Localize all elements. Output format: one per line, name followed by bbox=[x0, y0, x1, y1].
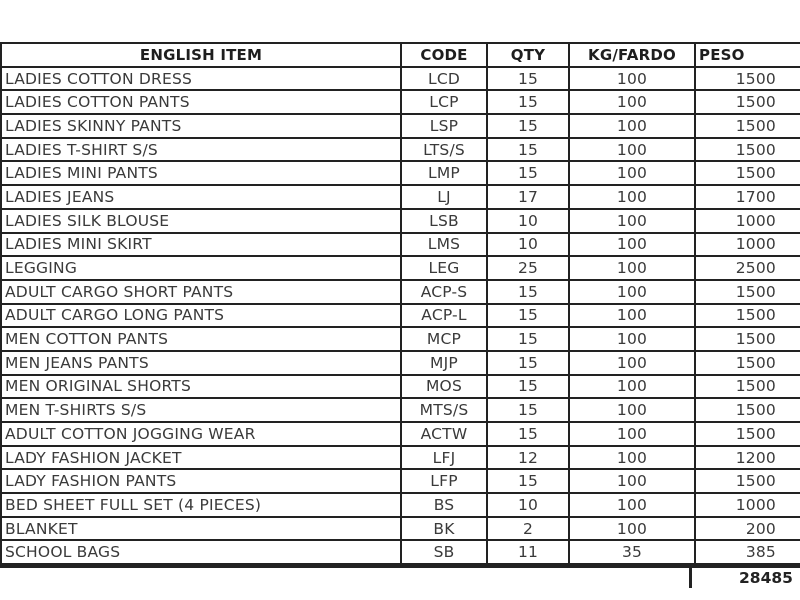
item-code: SB bbox=[401, 540, 487, 564]
item-code: BK bbox=[401, 517, 487, 541]
header-kg-fardo: KG/FARDO bbox=[569, 43, 695, 67]
item-code: ACP-S bbox=[401, 280, 487, 304]
item-qty: 15 bbox=[487, 138, 569, 162]
item-kg-fardo: 100 bbox=[569, 233, 695, 257]
total-cell bbox=[689, 568, 800, 588]
item-qty: 15 bbox=[487, 161, 569, 185]
item-peso: 1500 bbox=[695, 161, 800, 185]
table-row bbox=[1, 398, 800, 422]
header-english-item: ENGLISH ITEM bbox=[1, 43, 401, 67]
item-peso: 1500 bbox=[695, 67, 800, 91]
item-kg-fardo: 100 bbox=[569, 67, 695, 91]
header-row bbox=[1, 43, 800, 67]
item-kg-fardo: 100 bbox=[569, 185, 695, 209]
item-kg-fardo: 100 bbox=[569, 161, 695, 185]
item-name: LADY FASHION JACKET bbox=[1, 446, 401, 470]
item-kg-fardo: 100 bbox=[569, 256, 695, 280]
item-peso: 1500 bbox=[695, 351, 800, 375]
table-row bbox=[1, 185, 800, 209]
header-peso: PESO bbox=[695, 43, 800, 67]
item-kg-fardo: 100 bbox=[569, 375, 695, 399]
item-qty: 15 bbox=[487, 67, 569, 91]
item-name: MEN ORIGINAL SHORTS bbox=[1, 375, 401, 399]
item-peso: 1200 bbox=[695, 446, 800, 470]
table-row bbox=[1, 67, 800, 91]
item-name: BED SHEET FULL SET (4 PIECES) bbox=[1, 493, 401, 517]
total-divider bbox=[689, 568, 692, 588]
item-qty: 15 bbox=[487, 327, 569, 351]
table-row bbox=[1, 256, 800, 280]
header-code: CODE bbox=[401, 43, 487, 67]
item-kg-fardo: 100 bbox=[569, 114, 695, 138]
item-name: LADIES JEANS bbox=[1, 185, 401, 209]
item-peso: 1000 bbox=[695, 493, 800, 517]
item-name: MEN T-SHIRTS S/S bbox=[1, 398, 401, 422]
table-row bbox=[1, 209, 800, 233]
item-kg-fardo: 100 bbox=[569, 446, 695, 470]
item-code: LSB bbox=[401, 209, 487, 233]
item-qty: 15 bbox=[487, 114, 569, 138]
item-qty: 10 bbox=[487, 493, 569, 517]
item-name: LADIES T-SHIRT S/S bbox=[1, 138, 401, 162]
item-peso: 1500 bbox=[695, 280, 800, 304]
item-qty: 15 bbox=[487, 90, 569, 114]
item-peso: 1500 bbox=[695, 327, 800, 351]
item-name: MEN JEANS PANTS bbox=[1, 351, 401, 375]
item-code: LFP bbox=[401, 469, 487, 493]
item-kg-fardo: 100 bbox=[569, 209, 695, 233]
item-code: MCP bbox=[401, 327, 487, 351]
item-qty: 15 bbox=[487, 280, 569, 304]
item-code: LFJ bbox=[401, 446, 487, 470]
item-name: LADIES MINI PANTS bbox=[1, 161, 401, 185]
item-name: ADULT CARGO LONG PANTS bbox=[1, 304, 401, 328]
inventory-sheet bbox=[0, 42, 800, 565]
table-row bbox=[1, 161, 800, 185]
item-code: BS bbox=[401, 493, 487, 517]
table-row bbox=[1, 90, 800, 114]
item-qty: 10 bbox=[487, 233, 569, 257]
item-peso: 1000 bbox=[695, 209, 800, 233]
item-qty: 15 bbox=[487, 375, 569, 399]
header-qty: QTY bbox=[487, 43, 569, 67]
item-peso: 1500 bbox=[695, 114, 800, 138]
item-kg-fardo: 100 bbox=[569, 517, 695, 541]
item-code: LJ bbox=[401, 185, 487, 209]
item-qty: 17 bbox=[487, 185, 569, 209]
item-code: LMP bbox=[401, 161, 487, 185]
item-peso: 1500 bbox=[695, 398, 800, 422]
item-peso: 200 bbox=[695, 517, 800, 541]
item-kg-fardo: 100 bbox=[569, 90, 695, 114]
item-kg-fardo: 35 bbox=[569, 540, 695, 564]
table-row bbox=[1, 469, 800, 493]
item-name: ADULT COTTON JOGGING WEAR bbox=[1, 422, 401, 446]
table-row bbox=[1, 375, 800, 399]
item-qty: 15 bbox=[487, 304, 569, 328]
table-row bbox=[1, 280, 800, 304]
item-code: ACP-L bbox=[401, 304, 487, 328]
item-name: LADIES MINI SKIRT bbox=[1, 233, 401, 257]
item-peso: 1500 bbox=[695, 469, 800, 493]
table-row bbox=[1, 327, 800, 351]
item-name: LADIES COTTON PANTS bbox=[1, 90, 401, 114]
item-name: LADIES SKINNY PANTS bbox=[1, 114, 401, 138]
item-peso: 1500 bbox=[695, 138, 800, 162]
item-peso: 1500 bbox=[695, 375, 800, 399]
item-code: MTS/S bbox=[401, 398, 487, 422]
item-kg-fardo: 100 bbox=[569, 422, 695, 446]
item-kg-fardo: 100 bbox=[569, 469, 695, 493]
item-qty: 2 bbox=[487, 517, 569, 541]
item-qty: 25 bbox=[487, 256, 569, 280]
table-row bbox=[1, 540, 800, 564]
item-code: LCP bbox=[401, 90, 487, 114]
item-qty: 12 bbox=[487, 446, 569, 470]
item-code: LTS/S bbox=[401, 138, 487, 162]
item-qty: 15 bbox=[487, 469, 569, 493]
inventory-table bbox=[0, 42, 800, 565]
item-name: ADULT CARGO SHORT PANTS bbox=[1, 280, 401, 304]
table-row bbox=[1, 422, 800, 446]
item-peso: 1000 bbox=[695, 233, 800, 257]
item-peso: 1500 bbox=[695, 422, 800, 446]
table-row bbox=[1, 351, 800, 375]
item-code: LEG bbox=[401, 256, 487, 280]
item-code: MOS bbox=[401, 375, 487, 399]
item-kg-fardo: 100 bbox=[569, 304, 695, 328]
item-qty: 15 bbox=[487, 422, 569, 446]
item-peso: 2500 bbox=[695, 256, 800, 280]
table-row bbox=[1, 517, 800, 541]
table-bottom-rule bbox=[0, 565, 800, 568]
table-row bbox=[1, 304, 800, 328]
table-row bbox=[1, 114, 800, 138]
item-peso: 1500 bbox=[695, 304, 800, 328]
item-kg-fardo: 100 bbox=[569, 398, 695, 422]
item-qty: 11 bbox=[487, 540, 569, 564]
item-name: BLANKET bbox=[1, 517, 401, 541]
item-name: SCHOOL BAGS bbox=[1, 540, 401, 564]
item-kg-fardo: 100 bbox=[569, 351, 695, 375]
item-code: LCD bbox=[401, 67, 487, 91]
item-kg-fardo: 100 bbox=[569, 280, 695, 304]
item-qty: 15 bbox=[487, 351, 569, 375]
item-kg-fardo: 100 bbox=[569, 493, 695, 517]
item-name: MEN COTTON PANTS bbox=[1, 327, 401, 351]
item-code: LSP bbox=[401, 114, 487, 138]
item-name: LEGGING bbox=[1, 256, 401, 280]
item-peso: 1500 bbox=[695, 90, 800, 114]
item-code: MJP bbox=[401, 351, 487, 375]
item-peso: 1700 bbox=[695, 185, 800, 209]
item-kg-fardo: 100 bbox=[569, 327, 695, 351]
table-row bbox=[1, 138, 800, 162]
item-name: LADY FASHION PANTS bbox=[1, 469, 401, 493]
table-row bbox=[1, 493, 800, 517]
item-qty: 15 bbox=[487, 398, 569, 422]
total-peso: 28485 bbox=[739, 569, 793, 587]
item-code: LMS bbox=[401, 233, 487, 257]
table-row bbox=[1, 233, 800, 257]
table-row bbox=[1, 446, 800, 470]
item-peso: 385 bbox=[695, 540, 800, 564]
item-kg-fardo: 100 bbox=[569, 138, 695, 162]
item-qty: 10 bbox=[487, 209, 569, 233]
item-name: LADIES SILK BLOUSE bbox=[1, 209, 401, 233]
item-code: ACTW bbox=[401, 422, 487, 446]
item-name: LADIES COTTON DRESS bbox=[1, 67, 401, 91]
